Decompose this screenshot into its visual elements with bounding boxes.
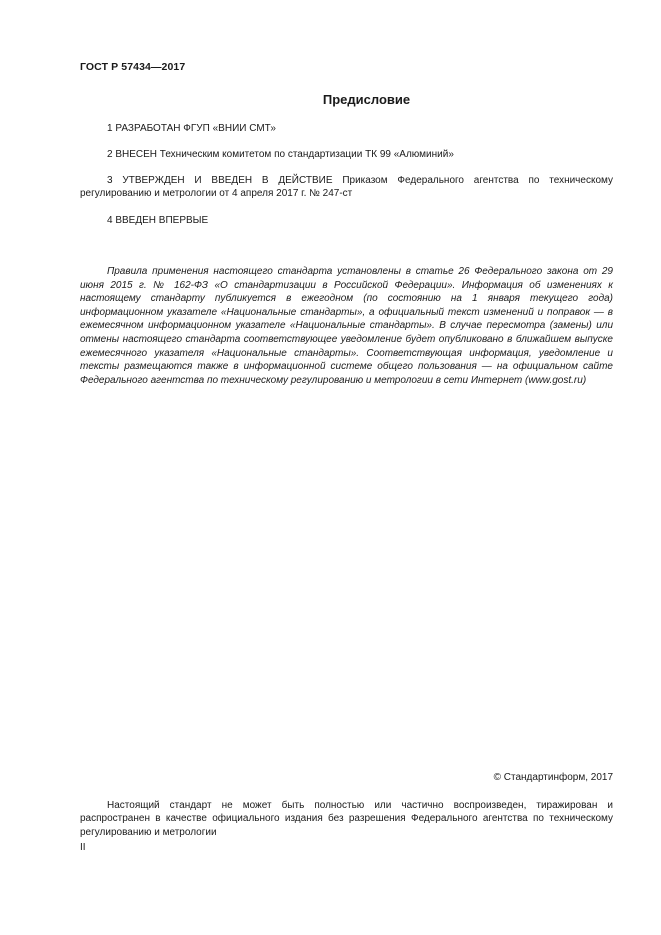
preface-item-3: 3 УТВЕРЖДЕН И ВВЕДЕН В ДЕЙСТВИЕ Приказом Федерального агентства по техническому регулированию и метрологии от 4 апреля 2017 г. № 247-ст <box>80 175 613 199</box>
page-number: II <box>80 842 86 853</box>
document-header: ГОСТ Р 57434—2017 <box>80 61 186 73</box>
copyright-line: © Стандартинформ, 2017 <box>493 772 613 783</box>
reproduction-rights-notice: Настоящий стандарт не может быть полностью или частично воспроизведен, тиражирован и распространен в качестве официального издания без разрешения Федерального агентства по техническому регулированию и метрологии <box>80 800 613 838</box>
application-rules-note: Правила применения настоящего стандарта установлены в статье 26 Федерального закона от 29 июня 2015 г. № 162-ФЗ «О стандартизации в Российской Федерации». Информация об изменениях к настоящему стандарту публикуется в ежегодном (по состоянию на 1 января текущего года) информационном указателе «Национальные стандарты», а официальный текст изменений и поправок — в ежемесячном информационном указателе «Национальные стандарты». В случае пересмотра (замены) или отмены настоящего стандарта соответствующее уведомление будет опубликовано в ближайшем выпуске ежемесячного указателя «Национальные стандарты». Соответствующая информация, уведомление и тексты размещаются также в информационной системе общего пользования — на официальном сайте Федерального агентства по техническому регулированию и метрологии в сети Интернет (www.gost.ru) <box>80 266 613 386</box>
page-title: Предисловие <box>322 92 411 107</box>
preface-item-4: 4 ВВЕДЕН ВПЕРВЫЕ <box>107 215 209 226</box>
preface-item-2: 2 ВНЕСЕН Техническим комитетом по стандартизации ТК 99 «Алюминий» <box>107 149 454 160</box>
preface-item-1: 1 РАЗРАБОТАН ФГУП «ВНИИ СМТ» <box>107 123 276 134</box>
